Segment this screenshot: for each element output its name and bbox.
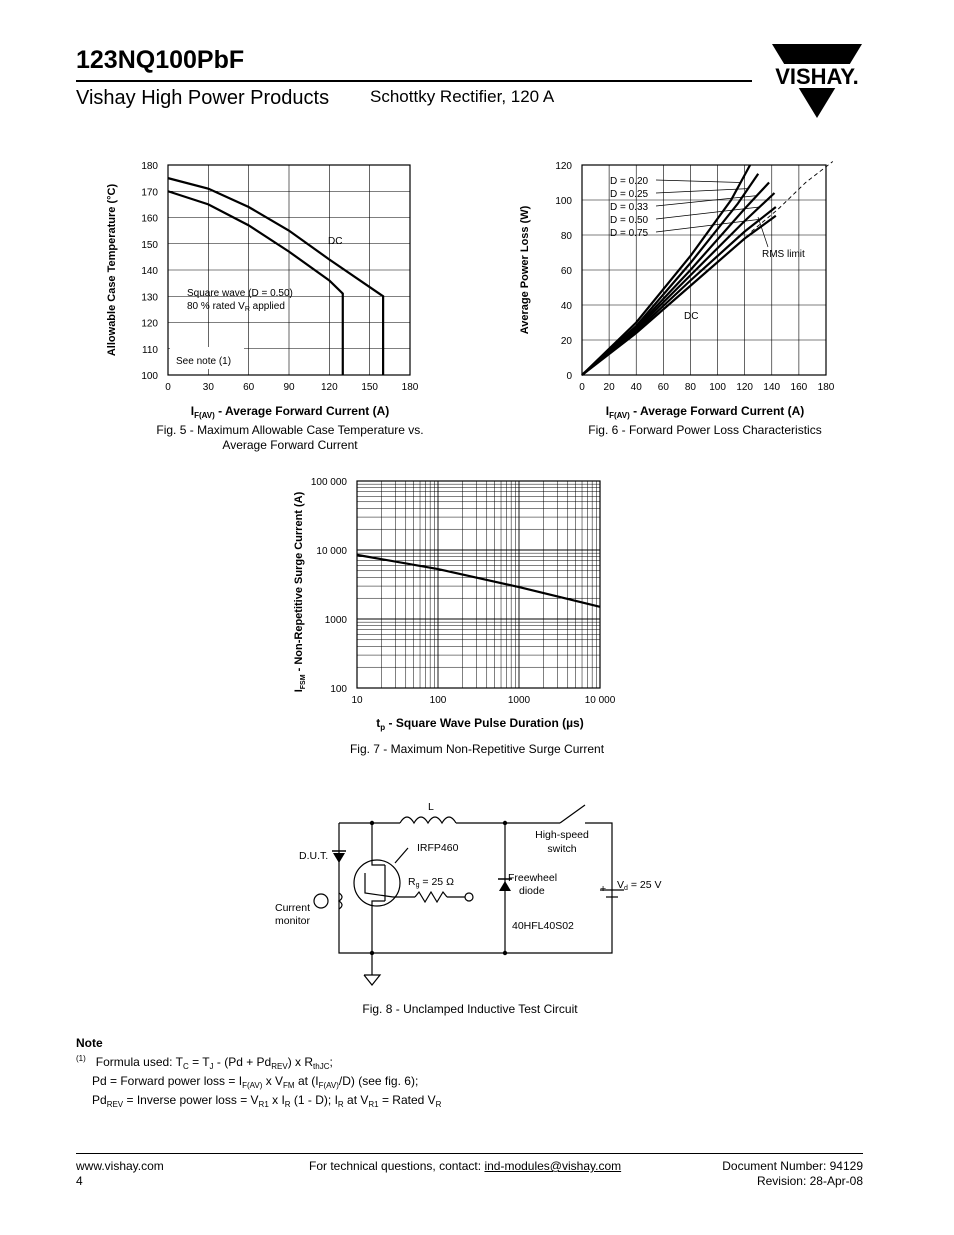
fig6-ytick-label: 20 — [560, 336, 572, 347]
mosfet-gate — [365, 873, 393, 897]
switch-blade — [560, 805, 585, 823]
label-rg: Rg = 25 Ω — [408, 876, 454, 889]
label-current-1: Current — [275, 902, 311, 914]
fig5-xtick-label: 150 — [361, 382, 379, 393]
dut-diode-symbol — [333, 853, 345, 863]
fig5-xlabel: $I_{F(AV)}$ - Average Forward Current (A) — [190, 404, 390, 420]
footer-doc-number: Document Number: 94129 — [722, 1159, 863, 1173]
fig5-ytick-label: 110 — [142, 344, 158, 356]
fig6-ytick-label: 100 — [555, 196, 572, 207]
fig6-chart — [510, 155, 850, 425]
fig7-xtick-label: 1000 — [507, 695, 531, 706]
fig5-annot-sq1: Square wave (D = 0.50) — [187, 288, 293, 299]
footer-page-number: 4 — [76, 1174, 83, 1188]
fig6-annot-dc: DC — [684, 311, 699, 322]
label-switch-2: switch — [547, 843, 577, 855]
label-current-2: monitor — [275, 915, 311, 927]
note-line-2: Pd = Forward power loss = $I_{F(AV)}$ x $V_{FM}$ at $(I_{F(AV)}/D)$ (see fig. 6); — [92, 1074, 419, 1090]
vishay-logo-graphic — [762, 44, 872, 120]
fig7-ytick-label: 100 — [330, 684, 347, 695]
current-monitor-coil — [314, 894, 328, 908]
fig5-ytick-label: 170 — [141, 187, 158, 199]
fig5-chart — [100, 155, 430, 425]
fig8-circuit — [265, 795, 685, 995]
fig5-xtick-label: 90 — [283, 382, 295, 393]
footer-right — [722, 1159, 863, 1189]
fig6-duty-label: D = 0.20 — [610, 176, 649, 187]
fig7-series-line — [357, 555, 600, 607]
footer-contact-text: For technical questions, contact: — [309, 1159, 485, 1173]
fig6-ytick-label: 60 — [560, 266, 572, 277]
label-plus: + — [600, 883, 607, 895]
fig5-xtick-label: 180 — [401, 382, 419, 393]
fig6-xtick-label: 180 — [817, 382, 835, 393]
fig6-series-line — [582, 174, 758, 375]
label-freewheel-2: diode — [519, 885, 545, 897]
fig7-frame — [357, 481, 600, 688]
fig6-ytick-label: 80 — [560, 231, 572, 242]
fig7-grid — [357, 481, 600, 688]
brand-line: Vishay High Power Products — [76, 87, 330, 109]
fig5-caption-line1: Fig. 5 - Maximum Allowable Case Temperature vs. — [156, 423, 424, 437]
label-vd: Vd = 25 V — [617, 879, 662, 892]
fig6-xtick-label: 120 — [736, 382, 754, 393]
circuit-junctions — [370, 821, 507, 955]
fig7-xlabel: $t_p$ - Square Wave Pulse Duration (µs) — [376, 716, 584, 732]
note-heading: Note — [76, 1036, 103, 1050]
fig8-caption: Fig. 8 - Unclamped Inductive Test Circuit — [362, 1002, 578, 1016]
fig6-ylabel: Average Power Loss (W) — [519, 205, 531, 335]
fig5-ytick-label: 100 — [141, 371, 158, 382]
fig7-xtick-label: 100 — [429, 695, 447, 706]
fig6-duty-label: D = 0.25 — [610, 189, 649, 200]
note-line-1: $^{(1)}$ Formula used: $T_C = T_J - (Pd + Pd_{REV})$ x $R_{thJC}$; — [76, 1054, 333, 1071]
fig7-ytick-label: 1000 — [324, 615, 347, 626]
fig6-xtick-label: 140 — [763, 382, 781, 393]
label-irfp: IRFP460 — [417, 842, 459, 854]
fig7-xtick-label: 10 000 — [584, 695, 616, 706]
fig5-ytick-label: 150 — [141, 239, 158, 251]
fig6-annots — [610, 176, 768, 247]
fig5-grid — [168, 165, 410, 375]
fig5-annot-sq2: 80 % rated $V_R$ applied — [187, 301, 285, 313]
fig5-ytick-label: 180 — [141, 161, 158, 172]
fig5-ylabel: Allowable Case Temperature (°C) — [106, 183, 118, 357]
fig6-duty-leader — [656, 207, 760, 219]
fig7-chart — [285, 470, 625, 738]
fig6-xtick-label: 40 — [630, 382, 642, 393]
fig6-ytick-label: 120 — [555, 161, 572, 172]
note-line-3: $Pd_{REV}$ = Inverse power loss = $V_{R1}$ x $I_R$ (1 - D); $I_R$ at $V_{R1}$ = Rated $V_R$ — [92, 1093, 442, 1109]
fig6-xtick-label: 160 — [790, 382, 808, 393]
fig6-duty-leader — [656, 196, 757, 206]
note-block — [76, 1036, 441, 1112]
fig7-ytick-label: 10 000 — [316, 546, 347, 557]
fig6-annot-rms: RMS limit — [762, 249, 805, 260]
fig6-xtick-label: 100 — [709, 382, 726, 393]
fig6-xtick-label: 60 — [657, 382, 669, 393]
irfp-pointer — [395, 848, 408, 863]
fig5-xtick-label: 120 — [320, 382, 338, 393]
label-switch-1: High-speed — [535, 829, 589, 841]
label-dut: D.U.T. — [299, 850, 329, 862]
fig5-ytick-label: 120 — [141, 318, 158, 330]
fig6-xlabel: $I_{F(AV)}$ - Average Forward Current (A) — [605, 404, 805, 420]
fig6-duty-leader — [656, 180, 741, 183]
footer-rule — [76, 1153, 863, 1154]
fig5-xtick-label: 30 — [202, 382, 214, 393]
fig6-xtick-label: 80 — [684, 382, 697, 393]
fig6-series-line — [582, 216, 776, 375]
label-freewheel-1: Freewheel — [508, 872, 558, 884]
fig6-duty-label: D = 0.75 — [610, 228, 649, 239]
gate-terminal — [465, 893, 473, 901]
resistor-symbol — [415, 892, 447, 902]
fig6-ytick-label: 40 — [560, 301, 572, 312]
fig6-duty-label: D = 0.33 — [610, 202, 649, 213]
fig6-series-line — [751, 162, 832, 232]
fig5-annot-dc: DC — [328, 236, 343, 247]
footer-email-link[interactable]: ind-modules@vishay.com — [484, 1159, 622, 1173]
fig5-caption-line2: Average Forward Current — [222, 438, 358, 452]
fig7-xtick-label: 10 — [351, 695, 363, 706]
fig6-xtick-label: 20 — [603, 382, 615, 393]
fig6-ytick-label: 0 — [566, 371, 572, 382]
fig5-ytick-label: 160 — [141, 213, 158, 225]
header-rule — [76, 80, 752, 82]
inductor-symbol — [400, 817, 456, 823]
fig5-caption — [120, 423, 460, 453]
footer-revision: Revision: 28-Apr-08 — [756, 1174, 863, 1188]
fig7-ylabel: $I_{FSM}$ - Non-Repetitive Surge Current (A) — [293, 491, 307, 693]
mosfet-circle — [354, 860, 400, 906]
footer-contact — [309, 1159, 621, 1174]
label-inductor: L — [428, 801, 434, 813]
vishay-logo — [762, 44, 872, 125]
fig5-xtick-label: 60 — [243, 382, 255, 393]
fig6-duty-label: D = 0.50 — [610, 215, 649, 226]
footer-website[interactable]: www.vishay.com — [76, 1159, 164, 1173]
ground-symbol — [364, 975, 380, 985]
fig5-ytick-label: 140 — [141, 266, 158, 277]
part-number: 123NQ100PbF — [76, 46, 245, 74]
fig5-xtick-label: 0 — [165, 382, 171, 393]
fig6-xtick-label: 0 — [579, 382, 585, 393]
fig5-annot-note: See note (1) — [176, 356, 232, 367]
label-diode-part: 40HFL40S02 — [512, 920, 574, 932]
fig6-caption: Fig. 6 - Forward Power Loss Characteristics — [588, 423, 822, 437]
subtitle: Schottky Rectifier, 120 A — [370, 87, 555, 106]
fig5-series-line — [168, 178, 383, 375]
fig5-series — [168, 178, 383, 375]
footer-left — [76, 1159, 164, 1189]
fig7-caption: Fig. 7 - Maximum Non-Repetitive Surge Current — [349, 742, 605, 756]
fig7-ytick-label: 100 000 — [310, 477, 347, 488]
fig7-series — [357, 555, 600, 607]
fig5-ytick-label: 130 — [141, 292, 158, 304]
logo-text: VISHAY. — [775, 64, 859, 89]
